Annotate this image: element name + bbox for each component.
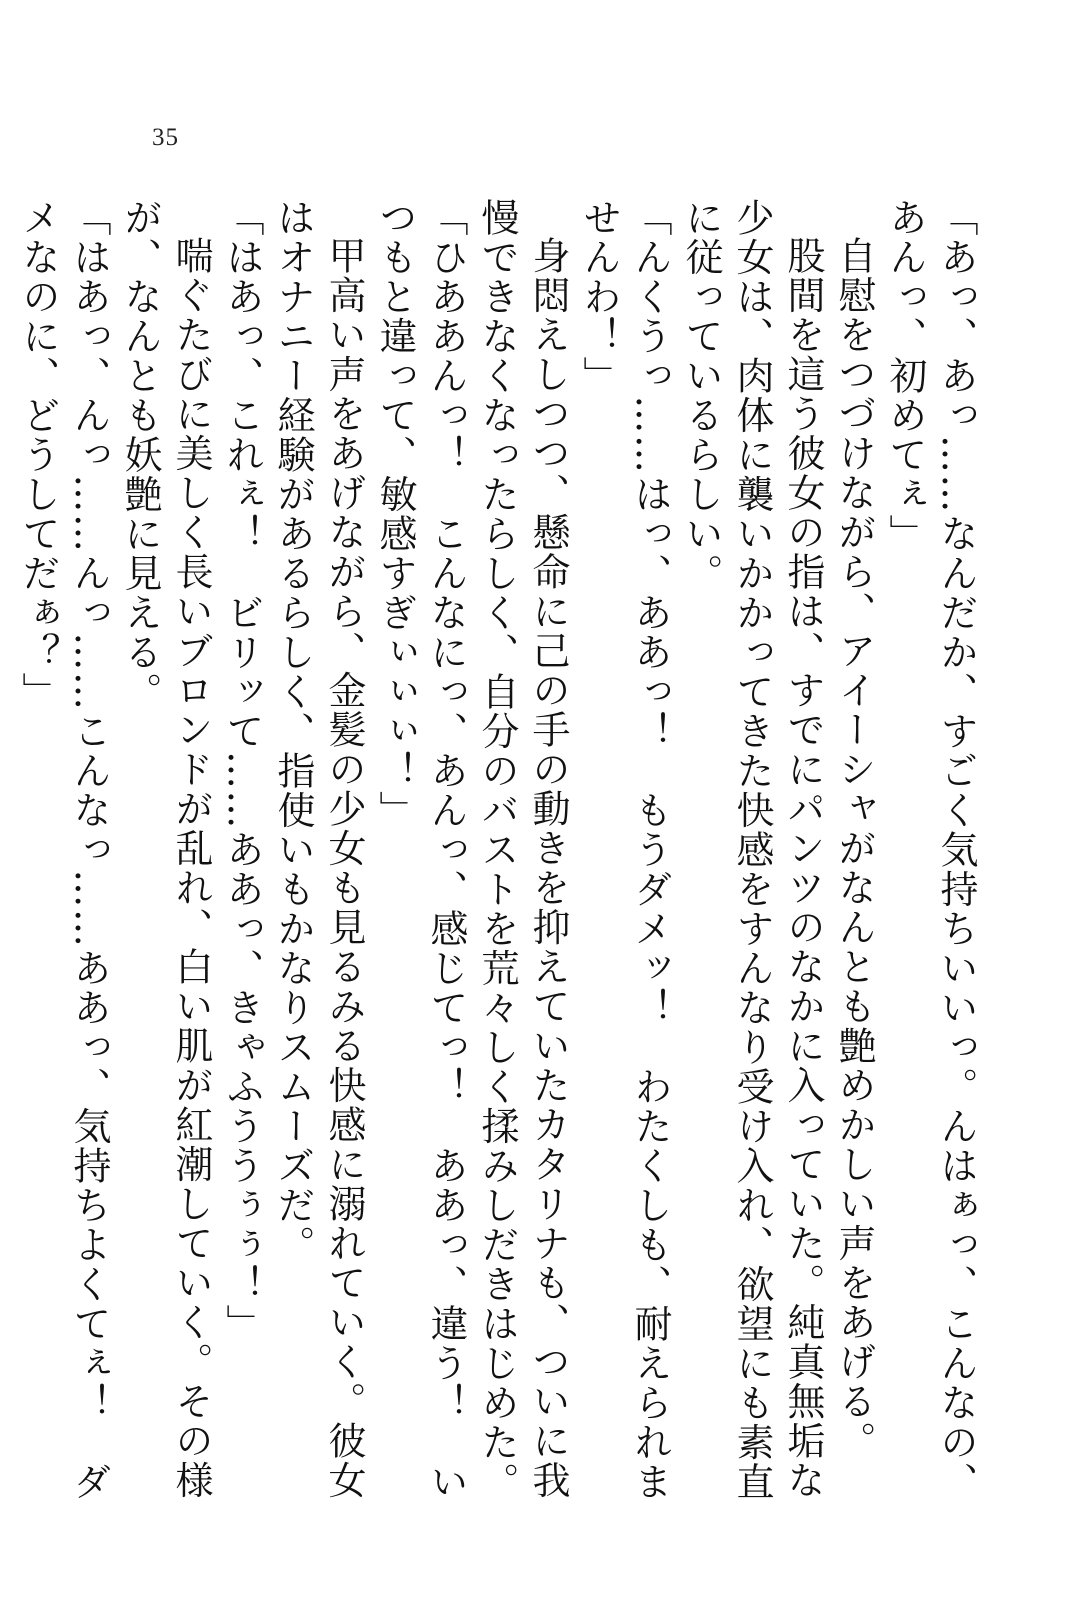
paragraph: 「はあっ、これぇ！ ビリッて……ああっ、きゃふううぅぅ！」 xyxy=(220,198,264,1344)
paragraph: 喘ぐたびに美しく長いブロンドが乱れ、白い肌が紅潮していく。その様が、なんとも妖艶に見える。 xyxy=(118,198,213,1500)
paragraph: 「んくうっ……はっ、ああっ！ もうダメッ！ わたくしも、耐えられませんわ！」 xyxy=(577,198,672,1502)
paragraph: 身悶えしつつ、懸命に己の手の動きを抑えていたカタリナも、ついに我慢できなくなったらしく、自分のバストを荒々しく揉みしだきはじめた。 xyxy=(475,198,570,1502)
paragraph: 「はあっ、んっ……んっ……こんなっ……ああっ、気持ちよくてぇ！ ダメなのに、どうしてだぁ？」 xyxy=(16,198,111,1502)
body-text xyxy=(16,198,981,1518)
paragraph: 自慰をつづけながら、アイーシャがなんとも艶めかしい声をあげる。 xyxy=(832,236,876,1461)
paragraph: 股間を這う彼女の指は、すでにパンツのなかに入っていた。純真無垢な少女は、肉体に襲いかかってきた快感をすんなり受け入れ、欲望にも素直に従っているらしい。 xyxy=(679,198,825,1502)
paragraph: 「ひああんっ！ こんなにっ、あんっ、感じてっ！ ああっ、違う！ いつもと違って、敏感すぎぃぃぃ！」 xyxy=(373,198,468,1502)
paragraph: 甲高い声をあげながら、金髪の少女も見るみる快感に溺れていく。彼女はオナニー経験があるらしく、指使いもかなりスムーズだ。 xyxy=(271,198,366,1500)
paragraph: 「あっ、あっ……なんだか、すごく気持ちいいっ。んはぁっ、こんなの、あんっ、初めてぇ」 xyxy=(883,198,978,1502)
page-number: 35 xyxy=(152,124,179,151)
